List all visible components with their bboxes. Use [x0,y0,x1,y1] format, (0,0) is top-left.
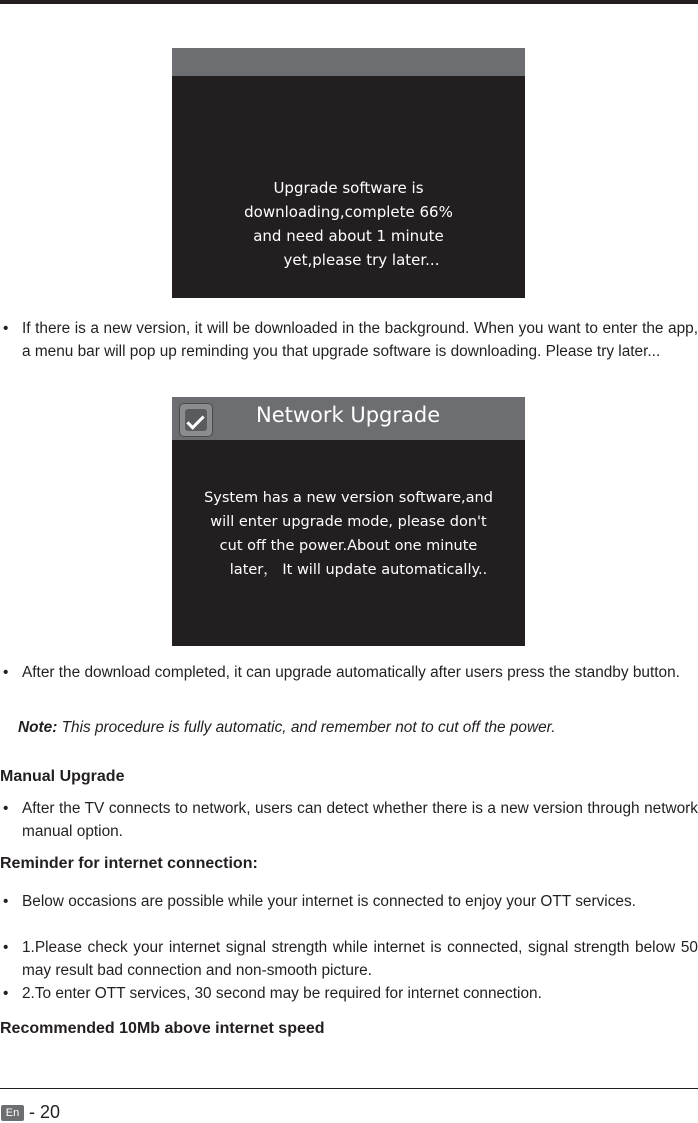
screen-title-bar [172,397,525,440]
bullet-text: Below occasions are possible while your internet is connected to enjoy your OTT services. [22,893,636,910]
bullet-dot: • [3,939,9,956]
footer-rule [0,1088,698,1089]
bullet-text: If there is a new version, it will be downloaded in the background. When you want to enter the app, a menu bar will pop up reminding you that upgrade software is downloading. Please try later... [22,320,698,360]
top-rule [0,0,698,4]
bullet-dot: • [3,320,9,337]
message-line: later， It will update automatically.. [229,562,488,578]
section-heading-reminder: Reminder for internet connection: [0,855,258,872]
message-line: downloading,complete 66% [244,203,453,221]
download-status-message [172,176,525,272]
recommended-speed: Recommended 10Mb above internet speed [0,1020,325,1037]
bullet-text: After the download completed, it can upgrade automatically after users press the standby button. [22,664,680,681]
bullet-dot: • [3,800,9,817]
note-text: This procedure is fully automatic, and remember not to cut off the power. [61,719,556,736]
message-line: and need about 1 minute [253,227,444,245]
bullet-dot: • [3,985,9,1002]
download-status-screen [172,48,525,298]
upgrade-check-icon [179,403,213,437]
bullet-dot: • [3,893,9,910]
bullet-text: 2.To enter OTT services, 30 second may be required for internet connection. [22,985,542,1002]
note-label: Note: [18,719,58,736]
message-line: yet,please try later... [283,251,440,269]
message-line: cut off the power.About one minute [219,538,478,554]
section-heading-manual-upgrade: Manual Upgrade [0,768,125,785]
language-badge: En [1,1105,24,1121]
bullet-text: After the TV connects to network, users can detect whether there is a new version through network manual option. [22,800,698,840]
message-line: will enter upgrade mode, please don't [210,514,487,530]
message-line: System has a new version software,and [204,490,493,506]
network-upgrade-screen [172,397,525,646]
bullet-dot: • [3,664,9,681]
bullet-text: 1.Please check your internet signal strength while internet is connected, signal strength below 50 may result bad connection and non-smooth picture. [22,939,698,979]
message-line: Upgrade software is [273,179,424,197]
screen-title: Network Upgrade [256,403,441,427]
note [18,717,698,739]
page-number: - 20 [29,1102,61,1122]
screen-title-bar [172,48,525,76]
upgrade-message [172,486,525,582]
